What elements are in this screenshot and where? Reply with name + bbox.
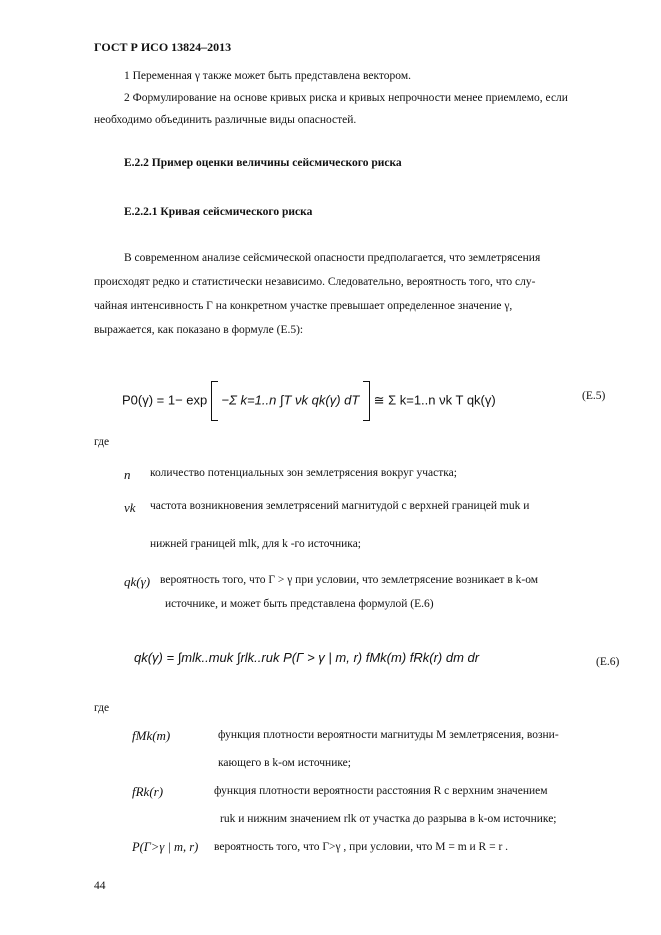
def-symbol: fRk(r) <box>132 784 164 799</box>
def-text-cont: нижней границей mlk, для k -го источника; <box>150 538 362 550</box>
intro-line: выражается, как показано в формуле (Е.5): <box>94 324 304 336</box>
formula-e6-body: P(Γ > γ | m, r) fMk(m) fRk(r) dm dr <box>283 650 480 665</box>
page-number: 44 <box>94 880 106 892</box>
left-bracket-icon <box>211 381 218 421</box>
formula-e5-rhs: ≅ Σ k=1..n νk T qk(γ) <box>373 392 496 408</box>
def-symbol: P(Γ>γ | m, r) <box>132 840 199 854</box>
where-label-2: где <box>94 702 110 714</box>
section-title: Е.2.2 Пример оценки величины сейсмического риска <box>124 157 402 169</box>
formula-e6-lhs: qk(γ) = <box>134 650 175 665</box>
def-text: функция плотности вероятности расстояния R с верхним значением <box>214 785 548 797</box>
where-label-1: где <box>94 436 110 448</box>
intro-line: В современном анализе сейсмической опасности предполагается, что землетрясения <box>124 252 541 264</box>
formula-e5-inner: −Σ k=1..n ∫T νk qk(γ) dT <box>221 392 360 408</box>
note-2-cont: необходимо объединить различные виды опасностей. <box>94 114 357 126</box>
formula-e5-number: (Е.5) <box>582 390 606 402</box>
def-text-cont: кающего в k-ом источнике; <box>218 757 351 769</box>
def-text: количество потенциальных зон землетрясения вокруг участка; <box>150 467 457 479</box>
right-bracket-icon <box>363 381 370 421</box>
def-symbol: qk(γ) <box>124 574 151 589</box>
formula-e6-integrals: ∫mlk..muk ∫rlk..ruk <box>177 650 280 665</box>
def-text: частота возникновения землетрясений магнитудой с верхней границей muk и <box>150 500 530 512</box>
note-2: 2 Формулирование на основе кривых риска и кривых непрочности менее приемлемо, если <box>124 92 568 104</box>
formula-e6 <box>134 650 479 665</box>
subsection-title: Е.2.2.1 Кривая сейсмического риска <box>124 206 313 218</box>
def-text-cont: ruk и нижним значением rlk от участка до разрыва в k-ом источнике; <box>220 813 557 825</box>
formula-e5-lhs: P0(γ) = 1− exp <box>122 392 208 408</box>
intro-line: происходят редко и статистически независимо. Следовательно, вероятность того, что слу- <box>94 276 536 288</box>
intro-line: чайная интенсивность Γ на конкретном участке превышает определенное значение γ, <box>94 300 513 312</box>
formula-e5 <box>122 381 496 421</box>
formula-e6-number: (Е.6) <box>596 656 620 668</box>
def-text: функция плотности вероятности магнитуды M землетрясения, возни- <box>218 729 559 741</box>
def-text-cont: источнике, и может быть представлена формулой (Е.6) <box>165 598 434 610</box>
def-symbol: νk <box>124 500 136 515</box>
def-symbol: n <box>124 467 131 482</box>
intro-paragraph <box>94 246 624 342</box>
note-1: 1 Переменная γ также может быть представлена вектором. <box>124 70 411 82</box>
def-symbol: fMk(m) <box>132 728 171 743</box>
doc-header: ГОСТ Р ИСО 13824–2013 <box>94 40 232 54</box>
def-text: вероятность того, что Γ>γ , при условии, что M = m и R = r . <box>214 841 509 853</box>
def-text: вероятность того, что Γ > γ при условии, что землетрясение возникает в k-ом <box>160 574 539 586</box>
